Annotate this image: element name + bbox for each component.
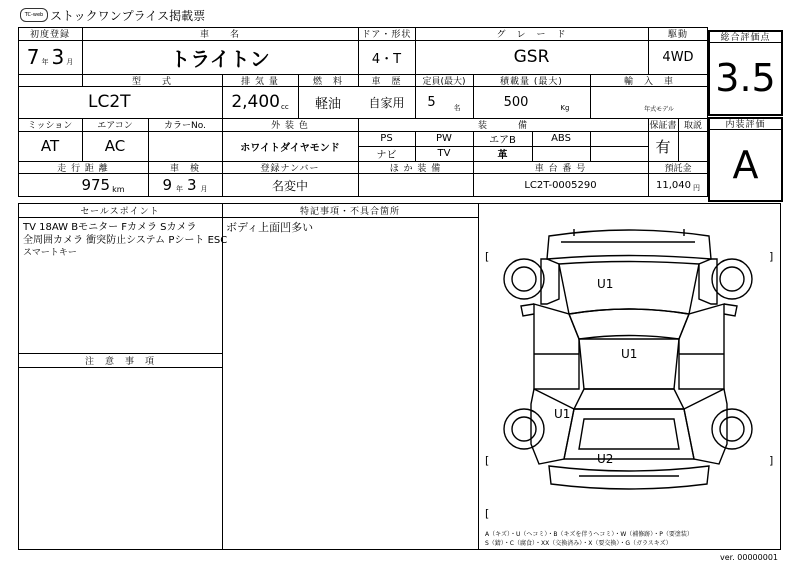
notes-text: ボディ上面凹多い bbox=[226, 221, 314, 234]
label-other-equipment: ほ か 装 備 bbox=[389, 163, 442, 174]
aircon-value: AC bbox=[104, 137, 126, 155]
label-exterior-color: 外 装 色 bbox=[271, 121, 309, 131]
label-interior-score: 内装評価 bbox=[725, 119, 766, 130]
version-label: ver. 00000001 bbox=[719, 553, 778, 562]
label-color-no: カラーNo. bbox=[164, 121, 206, 131]
equip-ps: PS bbox=[380, 133, 393, 144]
price-number: 11,040 bbox=[656, 179, 691, 191]
damage-mark-hood: U1 bbox=[597, 277, 614, 291]
notes-header: 特記事項・不具合箇所 bbox=[299, 206, 400, 217]
label-displacement: 排 気 量 bbox=[241, 76, 279, 87]
label-model: 型 式 bbox=[131, 76, 172, 87]
label-import: 輸 入 車 bbox=[623, 76, 674, 87]
load-unit: Kg bbox=[560, 104, 570, 112]
equip-pw: PW bbox=[436, 133, 452, 144]
header-logo bbox=[20, 8, 48, 22]
load-value bbox=[473, 86, 590, 118]
sales-point-line-2: 全周囲カメラ 衝突防止システム Pシート ESC bbox=[23, 235, 228, 246]
sales-point-line-3: スマートキー bbox=[23, 248, 77, 258]
label-equipment: 装 備 bbox=[477, 121, 528, 131]
label-manual: 取説 bbox=[683, 121, 702, 131]
overall-score-value: 3.5 bbox=[715, 56, 776, 100]
insp-year-unit: 年 bbox=[176, 185, 183, 193]
label-aircon: エアコン bbox=[97, 121, 133, 131]
price-value bbox=[648, 173, 708, 197]
label-first-reg: 初度登録 bbox=[29, 30, 70, 40]
label-chassis-no: 車 台 番 号 bbox=[534, 163, 587, 174]
bracket-open: [ bbox=[485, 507, 490, 520]
label-drive: 駆動 bbox=[667, 30, 688, 40]
label-warranty: 保証書 bbox=[649, 121, 677, 131]
equip-airbag: エアB bbox=[489, 135, 516, 146]
label-load: 積載量 (最大) bbox=[500, 76, 563, 87]
displacement-number: 2,400 bbox=[231, 92, 280, 112]
logo-text: TC-web bbox=[24, 12, 44, 18]
equip-tv: TV bbox=[437, 148, 451, 159]
door-shape-value: 4・T bbox=[371, 51, 402, 67]
sales-points-header: セールスポイント bbox=[80, 206, 160, 217]
bracket-open: [ bbox=[485, 454, 490, 467]
label-plate: 登録ナンバー bbox=[260, 163, 320, 174]
mileage-value bbox=[18, 173, 148, 197]
capacity-value bbox=[415, 86, 473, 118]
wheel-rear-right bbox=[712, 409, 752, 449]
fuel-value: 軽油 bbox=[314, 96, 341, 112]
damage-mark-roof: U1 bbox=[621, 347, 638, 361]
insp-year: 9 bbox=[162, 176, 172, 194]
damage-mark-left-door: U1 bbox=[554, 407, 571, 421]
wheel-front-right bbox=[712, 259, 752, 299]
equip-navi: ナビ bbox=[376, 150, 397, 161]
damage-mark-rear: U2 bbox=[597, 452, 614, 466]
capacity-unit: 名 bbox=[453, 104, 461, 112]
chassis-no-value: LC2T-0005290 bbox=[524, 179, 597, 191]
bracket-close: ] bbox=[769, 250, 774, 263]
bracket-close: ] bbox=[769, 454, 774, 467]
price-unit: 円 bbox=[693, 184, 700, 192]
caution-header: 注 意 事 項 bbox=[84, 356, 155, 367]
label-overall-score: 総合評価点 bbox=[720, 32, 771, 43]
label-capacity: 定員(最大) bbox=[422, 76, 466, 87]
page-title: ストックワンプライス掲載票 bbox=[50, 9, 206, 23]
capacity-number: 5 bbox=[427, 94, 436, 110]
label-car-name: 車 名 bbox=[199, 30, 240, 40]
inspection-value bbox=[148, 173, 222, 197]
import-model-value bbox=[590, 86, 708, 118]
vehicle-diagram bbox=[479, 204, 780, 549]
load-number: 500 bbox=[503, 94, 529, 110]
label-mission: ミッション bbox=[27, 121, 73, 131]
reg-month-unit: 月 bbox=[66, 58, 74, 66]
mileage-number: 975 bbox=[81, 176, 111, 194]
equip-leather: 革 bbox=[497, 150, 508, 161]
model-value: LC2T bbox=[88, 92, 131, 112]
reg-year: 7 bbox=[26, 45, 40, 69]
sales-point-line-1: TV 18AW Bモニター Fカメラ Sカメラ bbox=[23, 222, 197, 233]
legend-line-1: A（キズ）・U（ヘコミ）・B（キズを伴うヘコミ）・W（補修跡）・P（要塗装） bbox=[485, 531, 693, 538]
drive-value: 4WD bbox=[662, 49, 694, 65]
car-name-value: トライトン bbox=[170, 46, 270, 71]
label-price: 預託金 bbox=[664, 163, 692, 174]
wheel-rear-left bbox=[504, 409, 544, 449]
label-inspection: 車 検 bbox=[169, 163, 200, 174]
label-fuel: 燃 料 bbox=[312, 76, 343, 87]
displacement-unit: cc bbox=[280, 103, 289, 111]
reg-year-unit: 年 bbox=[41, 58, 49, 66]
history-value: 自家用 bbox=[368, 95, 405, 110]
first-reg-value bbox=[18, 40, 82, 74]
import-model-label: 年式モデル bbox=[644, 105, 674, 113]
label-door-shape: ドア・形状 bbox=[361, 30, 412, 40]
label-history: 車 歴 bbox=[371, 76, 402, 87]
plate-value: 名変中 bbox=[271, 178, 308, 193]
bracket-open: [ bbox=[485, 250, 490, 263]
wheel-front-left bbox=[504, 259, 544, 299]
warranty-value: 有 bbox=[655, 137, 671, 156]
mileage-unit: km bbox=[112, 184, 125, 194]
label-grade: グ レ ー ド bbox=[496, 30, 567, 40]
label-mileage: 走 行 距 離 bbox=[57, 163, 109, 174]
exterior-color-value: ホワイトダイヤモンド bbox=[240, 142, 340, 154]
legend-line-2: S（錆）・C（腐食）・XX（交換済み）・X（要交換）・G（ガラスキズ） bbox=[485, 540, 672, 547]
insp-month-unit: 月 bbox=[200, 185, 208, 193]
equip-abs: ABS bbox=[551, 133, 571, 144]
interior-score-value: A bbox=[732, 143, 759, 187]
reg-month: 3 bbox=[51, 45, 65, 69]
insp-month: 3 bbox=[187, 176, 197, 194]
grade-value: GSR bbox=[513, 47, 550, 67]
displacement-value bbox=[222, 86, 298, 118]
mission-value: AT bbox=[40, 137, 60, 155]
